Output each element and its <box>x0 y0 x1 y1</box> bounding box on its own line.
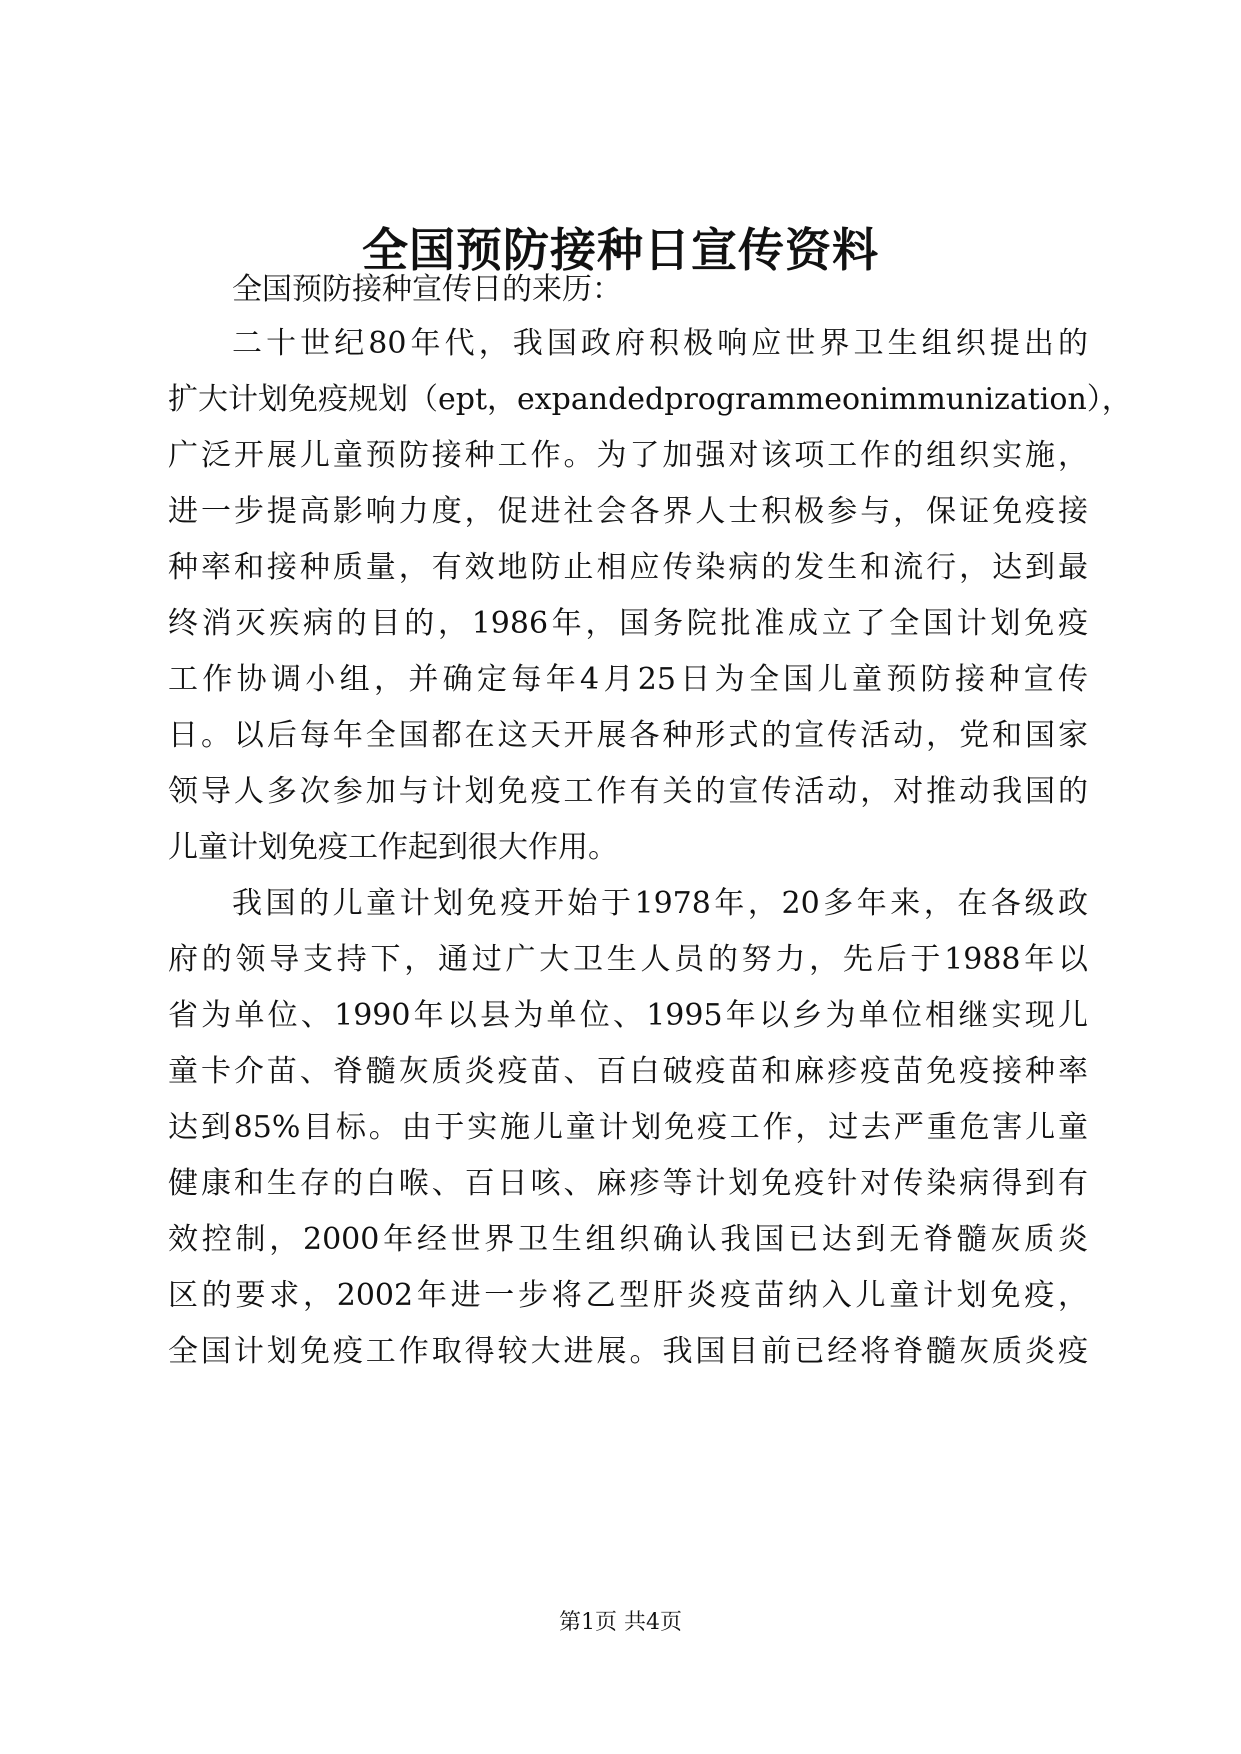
paragraph-line: 进一步提高影响力度，促进社会各界人士积极参与，保证免疫接 <box>168 494 1088 529</box>
paragraph-line: 健康和生存的白喉、百日咳、麻疹等计划免疫针对传染病得到有 <box>168 1166 1088 1201</box>
paragraph-line: 童卡介苗、脊髓灰质炎疫苗、百白破疫苗和麻疹疫苗免疫接种率 <box>168 1054 1088 1089</box>
paragraph-line: 全国预防接种宣传日的来历： <box>232 272 622 307</box>
paragraph-line: 府的领导支持下，通过广大卫生人员的努力，先后于1988年以 <box>168 942 1088 977</box>
paragraph-line: 广泛开展儿童预防接种工作。为了加强对该项工作的组织实施， <box>168 438 1088 473</box>
paragraph-line: 我国的儿童计划免疫开始于1978年，20多年来，在各级政 <box>232 886 1088 921</box>
paragraph-line: 省为单位、1990年以县为单位、1995年以乡为单位相继实现儿 <box>168 998 1088 1033</box>
paragraph-line: 日。以后每年全国都在这天开展各种形式的宣传活动，党和国家 <box>168 718 1088 753</box>
paragraph-line: 工作协调小组，并确定每年4月25日为全国儿童预防接种宣传 <box>168 662 1088 697</box>
paragraph-line: 儿童计划免疫工作起到很大作用。 <box>168 830 618 865</box>
paragraph-line: 区的要求，2002年进一步将乙型肝炎疫苗纳入儿童计划免疫， <box>168 1278 1088 1313</box>
paragraph-line: 全国计划免疫工作取得较大进展。我国目前已经将脊髓灰质炎疫 <box>168 1334 1088 1369</box>
paragraph-line: 扩大计划免疫规划（ept，expandedprogrammeonimmunization）， <box>168 382 1132 417</box>
paragraph-line: 种率和接种质量，有效地防止相应传染病的发生和流行，达到最 <box>168 550 1088 585</box>
page-number: 第1页 共4页 <box>559 1610 682 1635</box>
paragraph-line: 效控制，2000年经世界卫生组织确认我国已达到无脊髓灰质炎 <box>168 1222 1088 1257</box>
document-title: 全国预防接种日宣传资料 <box>362 223 879 277</box>
paragraph-line: 领导人多次参加与计划免疫工作有关的宣传活动，对推动我国的 <box>168 774 1088 809</box>
paragraph-line: 终消灭疾病的目的，1986年，国务院批准成立了全国计划免疫 <box>168 606 1088 641</box>
paragraph-line: 二十世纪80年代，我国政府积极响应世界卫生组织提出的 <box>232 326 1088 361</box>
paragraph-line: 达到85%目标。由于实施儿童计划免疫工作，过去严重危害儿童 <box>168 1110 1088 1145</box>
